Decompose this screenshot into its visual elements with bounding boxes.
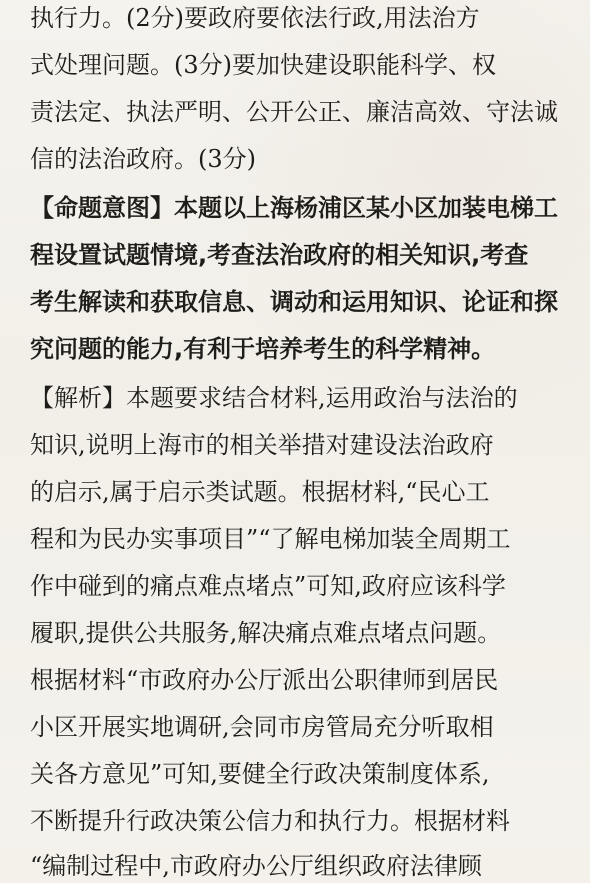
analysis-line-4: [30, 522, 511, 556]
analysis-line-10-content: 不断提升行政决策公信力和执行力。根据材料: [30, 807, 510, 835]
analysis-line-9: [30, 757, 490, 791]
proposition-intent-line-2-content: 程设置试题情境,考查法治政府的相关知识,考查: [30, 241, 529, 269]
analysis-line-11: [30, 849, 482, 883]
text-line-3-content: 责法定、执法严明、公开公正、廉洁高效、守法诚: [30, 98, 558, 126]
analysis-line-1-content: 【解析】本题要求结合材料,运用政治与法治的: [30, 384, 518, 412]
analysis-line-9-content: 关各方意见”可知,要健全行政决策制度体系,: [30, 760, 490, 788]
text-line-4: [30, 142, 256, 176]
analysis-line-6: [30, 616, 501, 650]
analysis-line-5-content: 作中碰到的痛点难点堵点”可知,政府应该科学: [30, 572, 506, 600]
analysis-line-5: [30, 569, 506, 603]
analysis-line-10: [30, 804, 510, 838]
analysis-line-8: [30, 710, 494, 744]
proposition-intent-line-4-content: 究问题的能力,有利于培养考生的科学精神。: [30, 335, 496, 363]
text-line-4-content: 信的法治政府。(3分): [30, 145, 256, 173]
proposition-intent-line-4: [30, 332, 495, 366]
analysis-line-8-content: 小区开展实地调研,会同市房管局充分听取相: [30, 713, 494, 741]
text-line-2: [30, 48, 496, 82]
analysis-line-2: [30, 428, 494, 462]
text-line-3: [30, 95, 558, 129]
text-line-1: [30, 1, 480, 35]
proposition-intent-line-2: [30, 238, 528, 272]
analysis-line-3: [30, 475, 490, 509]
analysis-line-2-content: 知识,说明上海市的相关举措对建设法治政府: [30, 431, 494, 459]
analysis-line-7-content: 根据材料“市政府办公厅派出公职律师到居民: [30, 666, 499, 694]
analysis-line-4-content: 程和为民办实事项目”“了解电梯加装全周期工: [30, 525, 511, 553]
text-line-2-content: 式处理问题。(3分)要加快建设职能科学、权: [30, 51, 496, 79]
analysis-line-7: [30, 663, 498, 697]
analysis-line-1: [30, 381, 518, 415]
analysis-line-3-content: 的启示,属于启示类试题。根据材料,“民心工: [30, 478, 490, 506]
analysis-line-11-content: “编制过程中,市政府办公厅组织政府法律顾: [30, 852, 482, 880]
proposition-intent-line-1: [30, 191, 558, 225]
proposition-intent-line-3-content: 考生解读和获取信息、调动和运用知识、论证和探: [30, 288, 558, 316]
text-line-1-content: 执行力。(2分)要政府要依法行政,用法治方: [30, 4, 480, 32]
proposition-intent-line-1-content: 【命题意图】本题以上海杨浦区某小区加装电梯工: [30, 194, 558, 222]
proposition-intent-line-3: [30, 285, 558, 319]
analysis-line-6-content: 履职,提供公共服务,解决痛点难点堵点问题。: [30, 619, 502, 647]
